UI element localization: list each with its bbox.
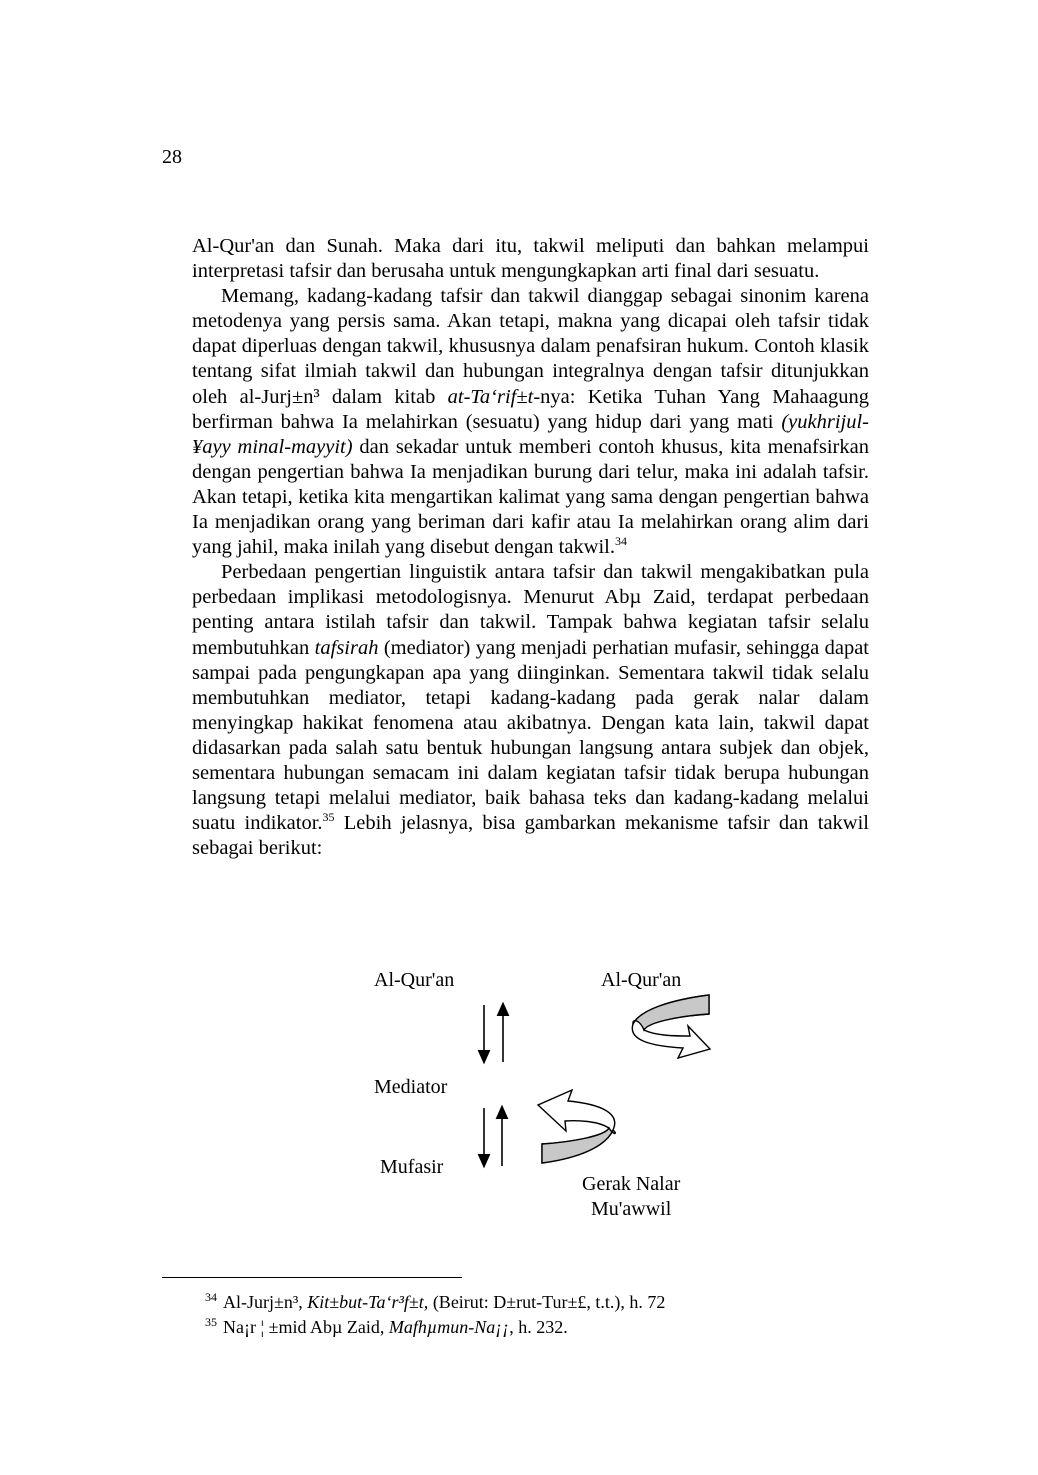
curved-arrow-left-icon: [538, 1090, 615, 1163]
diagram-label-gerak-nalar-line1: Gerak Nalar: [582, 1173, 681, 1195]
body-text: [192, 234, 869, 861]
paragraph-3-italic-term: tafsirah: [314, 636, 379, 659]
paragraph-3-text-b: (mediator) yang menjadi perhatian mufasir, sehingga dapat sampai pada pengungkapan apa yang diinginkan. Sementara takwil tidak selalu membutuhkan mediator, tetapi kadang-kadang pada gerak nalar dalam menyingkap hakikat fenomena atau akibatnya. Dengan kata lain, takwil dapat didasarkan pada salah satu bentuk hubungan langsung antara subjek dan objek, sementara hubungan semacam ini dalam kegiatan tafsir tidak berupa hubungan langsung tetapi melalui mediator, baik bahasa teks dan kadang-kadang melalui suatu indikator.: [192, 636, 869, 835]
diagram-label-mediator: Mediator: [374, 1076, 448, 1098]
paragraph-3-text-a: Perbedaan pengertian linguistik antara tafsir dan takwil mengakibatkan pula perbedaan implikasi metodologisnya. Menurut Abµ Zaid, terdapat perbedaan penting antara istilah tafsir dan takwil. Tampak bahwa kegiatan tafsir selalu membutuhkan: [192, 561, 869, 659]
footnote-divider: [162, 1277, 462, 1278]
footnote-text-post: , h. 232.: [509, 1317, 568, 1337]
paragraph-2: [192, 284, 869, 560]
diagram-label-quran-right: Al-Qur'an: [601, 969, 682, 991]
diagram-label-muawwil: Mu'awwil: [591, 1198, 672, 1220]
footnote-title: Kit±but-Ta‘r³f±t,: [307, 1292, 429, 1312]
paragraph-2-text-a: Memang, kadang-kadang tafsir dan takwil dianggap sebagai sinonim karena metodenya yang persis sama. Akan tetapi, makna yang dicapai oleh tafsir tidak dapat diperluas dengan takwil, khususnya dalam penafsiran hukum. Contoh klasik tentang sifat ilmiah takwil dan hubungan integralnya dengan tafsir ditunjukkan oleh al-Jurj±n³ dalam kitab: [192, 285, 869, 408]
paragraph-2-text-c: dan sekadar untuk memberi contoh khusus, kita menafsirkan dengan pengertian bahwa Ia menjadikan burung dari telur, maka ini adalah tafsir. Akan tetapi, ketika kita mengartikan kalimat yang sama dengan pengertian bahwa Ia menjadikan orang yang beriman dari kafir atau Ia melahirkan orang alim dari yang jahil, maka inilah yang disebut dengan takwil.: [192, 435, 869, 559]
footnote-ref-35[interactable]: 35: [322, 810, 335, 825]
footnote-text-pre: Na¡r ¦ ±mid Abµ Zaid,: [223, 1317, 389, 1337]
footnote-title: Mafhµmun-Na¡¡: [388, 1317, 510, 1337]
footnote-34: [205, 1292, 665, 1313]
footnote-35: [205, 1317, 568, 1338]
paragraph-3: [192, 560, 869, 861]
footnote-number: 35: [205, 1315, 217, 1329]
footnote-text-post: (Beirut: D±rut-Tur±£, t.t.), h. 72: [428, 1292, 666, 1312]
curved-arrow-right-icon: [632, 995, 710, 1058]
footnote-text-pre: Al-Jurj±n³,: [223, 1292, 308, 1312]
paragraph-1: Al-Qur'an dan Sunah. Maka dari itu, takwil meliputi dan bahkan melampui interpretasi tafsir dan berusaha untuk mengungkapkan arti final dari sesuatu.: [192, 235, 869, 283]
paragraph-2-italic-quote: (yukhrijul-¥ayy minal-mayyit): [192, 410, 869, 458]
footnote-ref-34[interactable]: 34: [615, 534, 627, 549]
diagram-label-mufasir: Mufasir: [380, 1156, 444, 1178]
diagram-label-gerak-nalar: [582, 1172, 680, 1222]
paragraph-3-text-c: Lebih jelasnya, bisa gambarkan mekanisme tafsir dan takwil sebagai berikut:: [192, 812, 869, 860]
diagram-label-quran-left: Al-Qur'an: [374, 969, 455, 991]
paragraph-2-italic-book: at-Ta‘rif±t: [447, 385, 534, 408]
paragraph-2-text-b: -nya: Ketika Tuhan Yang Mahaagung berfirman bahwa Ia melahirkan (sesuatu) yang hidup dari yang mati: [192, 385, 869, 433]
page-number: 28: [162, 146, 182, 168]
footnote-number: 34: [205, 1290, 217, 1304]
